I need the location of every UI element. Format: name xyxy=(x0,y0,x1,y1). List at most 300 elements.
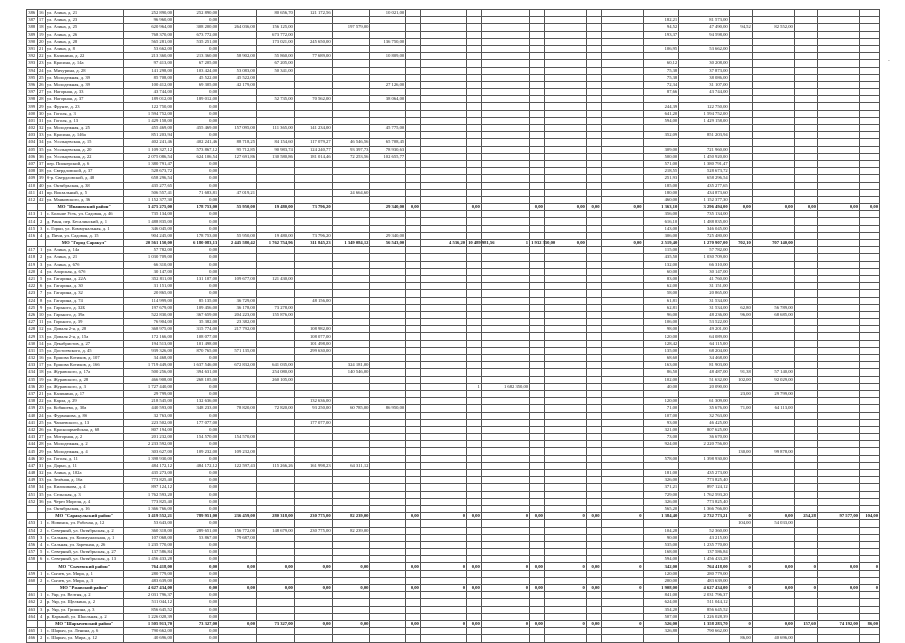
value-cell xyxy=(481,520,529,527)
value-cell xyxy=(481,24,529,31)
value-cell xyxy=(586,628,601,635)
value-cell: 53 643,00 xyxy=(123,520,173,527)
address-cell: с. Северный, ул. Октябрьская, д. 2 xyxy=(45,527,123,534)
value-cell xyxy=(601,570,643,577)
value-cell: 73,00 xyxy=(643,434,679,441)
value-cell xyxy=(729,347,752,354)
address-cell: ул. Красина, д. 146а xyxy=(45,132,123,139)
value-cell: 230 775,00 xyxy=(294,527,332,534)
value-cell xyxy=(794,175,817,182)
value-cell xyxy=(257,196,295,203)
value-cell xyxy=(257,541,295,548)
value-cell: 0 xyxy=(544,563,586,570)
value-cell xyxy=(794,31,817,38)
value-cell: 86,50 xyxy=(643,369,679,376)
value-cell xyxy=(817,311,859,318)
row-index: 15 xyxy=(38,347,44,353)
value-cell: 40 696,00 xyxy=(752,635,794,642)
value-cell xyxy=(481,541,529,548)
value-cell xyxy=(530,340,545,347)
value-cell: 101 498,00 xyxy=(294,340,332,347)
table-row xyxy=(27,470,880,477)
value-cell: 0,00 xyxy=(174,196,219,203)
table-row xyxy=(27,89,880,96)
value-cell xyxy=(752,455,794,462)
value-cell: 346 045,00 xyxy=(679,225,729,232)
value-cell xyxy=(729,290,752,297)
value-cell xyxy=(467,549,482,556)
value-cell xyxy=(729,125,752,132)
value-cell xyxy=(420,405,466,412)
value-cell: 213 360,00 xyxy=(123,53,173,60)
value-cell xyxy=(406,426,421,433)
value-cell xyxy=(530,182,545,189)
value-cell xyxy=(794,168,817,175)
value-cell xyxy=(729,10,752,17)
row-index: 36 xyxy=(38,153,44,159)
value-cell xyxy=(729,254,752,261)
address-cell: ул. Мичурина, д. 28 xyxy=(45,67,123,74)
value-cell: 117 079,27 xyxy=(294,139,332,146)
value-cell xyxy=(586,606,601,613)
value-cell xyxy=(332,89,370,96)
row-number: 391 xyxy=(28,46,36,52)
value-cell xyxy=(794,10,817,17)
value-cell: 2 031 796,37 xyxy=(679,592,729,599)
value-cell xyxy=(219,484,257,491)
value-cell: 178 753,00 xyxy=(174,232,219,239)
value-cell xyxy=(420,455,466,462)
value-cell xyxy=(544,577,586,584)
value-cell xyxy=(794,74,817,81)
value-cell: 94,52 xyxy=(729,24,752,31)
value-cell xyxy=(530,96,545,103)
value-cell xyxy=(420,10,466,17)
value-cell xyxy=(370,175,406,182)
value-cell xyxy=(729,103,752,110)
value-cell xyxy=(794,333,817,340)
value-cell: 99 878,00 xyxy=(752,448,794,455)
table-row xyxy=(27,297,880,304)
value-cell xyxy=(530,160,545,167)
address-cell: МО "Сычевский район" xyxy=(45,563,123,570)
row-number: 401 xyxy=(28,117,36,123)
value-cell: 0,00 xyxy=(174,103,219,110)
address-cell: б-р. Свердловской, д. 48 xyxy=(45,175,123,182)
value-cell xyxy=(586,340,601,347)
value-cell xyxy=(586,53,601,60)
value-cell xyxy=(859,441,879,448)
value-cell xyxy=(332,261,370,268)
value-cell xyxy=(794,24,817,31)
value-cell xyxy=(370,290,406,297)
value-cell xyxy=(370,326,406,333)
value-cell xyxy=(794,160,817,167)
value-cell: 29 340,00 xyxy=(370,204,406,211)
address-cell: с. Сальная, ул. Коммунальная, д. 1 xyxy=(45,534,123,541)
value-cell xyxy=(467,311,482,318)
value-cell xyxy=(257,570,295,577)
value-cell xyxy=(817,606,859,613)
value-cell xyxy=(481,628,529,635)
table-row xyxy=(27,534,880,541)
value-cell xyxy=(406,24,421,31)
value-cell: 53 083,00 xyxy=(219,67,257,74)
value-cell xyxy=(601,340,643,347)
value-cell xyxy=(406,347,421,354)
value-cell: 870 765,00 xyxy=(174,347,219,354)
value-cell xyxy=(859,297,879,304)
value-cell xyxy=(859,390,879,397)
value-cell xyxy=(817,139,859,146)
value-cell xyxy=(332,168,370,175)
value-cell xyxy=(817,592,859,599)
value-cell: 264 036,00 xyxy=(219,24,257,31)
value-cell xyxy=(601,132,643,139)
value-cell xyxy=(406,81,421,88)
address-cell: ул. Калинина, д. 22 xyxy=(45,53,123,60)
value-cell xyxy=(294,103,332,110)
row-index: 20 xyxy=(38,383,44,389)
table-row xyxy=(27,81,880,88)
value-cell: 0,00 xyxy=(174,570,219,577)
value-cell xyxy=(370,426,406,433)
value-cell: 356,00 xyxy=(643,211,679,218)
value-cell xyxy=(794,153,817,160)
value-cell: 0,00 xyxy=(817,204,859,211)
value-cell xyxy=(859,549,879,556)
value-cell: 483 639,00 xyxy=(123,577,173,584)
row-number: 399 xyxy=(28,103,36,109)
value-cell xyxy=(859,541,879,548)
value-cell xyxy=(481,189,529,196)
row-number: 412 xyxy=(28,196,36,202)
value-cell: 735 134,00 xyxy=(679,211,729,218)
table-row xyxy=(27,362,880,369)
value-cell: 109 232,00 xyxy=(174,448,219,455)
value-cell: 156 125,00 xyxy=(257,24,295,31)
value-cell: 193,37 xyxy=(643,31,679,38)
value-cell xyxy=(257,419,295,426)
row-number: 406 xyxy=(28,153,36,159)
value-cell xyxy=(257,448,295,455)
table-row xyxy=(27,283,880,290)
value-cell: 180,00 xyxy=(643,189,679,196)
value-cell xyxy=(294,132,332,139)
value-cell xyxy=(467,606,482,613)
value-cell xyxy=(794,606,817,613)
value-cell xyxy=(530,304,545,311)
value-cell xyxy=(729,340,752,347)
value-cell xyxy=(467,419,482,426)
value-cell: 71 683,81 xyxy=(174,189,219,196)
value-cell: 60,12 xyxy=(643,60,679,67)
value-cell xyxy=(530,599,545,606)
value-cell: 189 012,00 xyxy=(123,96,173,103)
value-cell xyxy=(467,326,482,333)
value-cell xyxy=(586,390,601,397)
row-number: 410 xyxy=(28,182,36,188)
value-cell xyxy=(601,326,643,333)
value-cell xyxy=(817,182,859,189)
row-number: 389 xyxy=(28,31,36,37)
address-cell: ул. Ершова Котиков, д. 166 xyxy=(45,362,123,369)
row-index: 1 xyxy=(37,592,45,599)
row-number: 436 xyxy=(28,383,36,389)
value-cell: 484 172,12 xyxy=(174,462,219,469)
value-cell: 841,00 xyxy=(643,592,679,599)
value-cell xyxy=(752,462,794,469)
value-cell: 507,00 xyxy=(643,613,679,620)
value-cell xyxy=(406,505,421,512)
value-cell xyxy=(530,31,545,38)
value-cell xyxy=(294,211,332,218)
value-cell xyxy=(530,448,545,455)
value-cell xyxy=(406,96,421,103)
value-cell: 56 543,00 xyxy=(370,240,406,247)
value-cell xyxy=(586,369,601,376)
row-index: 42 xyxy=(38,196,44,202)
value-cell xyxy=(370,189,406,196)
value-cell: 0,00 xyxy=(544,204,586,211)
value-cell xyxy=(817,570,859,577)
address-cell: ул. Зелёная, д. 16а xyxy=(45,477,123,484)
value-cell xyxy=(530,333,545,340)
value-cell: 0 xyxy=(544,585,586,592)
value-cell xyxy=(601,484,643,491)
value-cell xyxy=(544,290,586,297)
row-index: 3 xyxy=(37,225,45,232)
value-cell xyxy=(859,38,879,45)
value-cell xyxy=(859,455,879,462)
value-cell: 50 341,00 xyxy=(257,67,295,74)
value-cell: 41 760,00 xyxy=(679,275,729,282)
value-cell xyxy=(257,520,295,527)
value-cell xyxy=(530,268,545,275)
value-cell xyxy=(729,67,752,74)
row-number: 402 xyxy=(28,125,36,131)
value-cell xyxy=(859,153,879,160)
value-cell xyxy=(544,232,586,239)
value-cell xyxy=(817,45,859,52)
value-cell xyxy=(481,412,529,419)
value-cell xyxy=(601,505,643,512)
value-cell: 0,00 xyxy=(859,204,879,211)
value-cell: 0,00 xyxy=(467,563,482,570)
value-cell: 0,00 xyxy=(467,204,482,211)
value-cell: 64 089,00 xyxy=(679,333,729,340)
value-cell xyxy=(859,17,879,24)
row-number: 396 xyxy=(28,81,36,87)
value-cell xyxy=(601,196,643,203)
value-cell xyxy=(601,376,643,383)
value-cell xyxy=(370,527,406,534)
value-cell: 73 327,00 xyxy=(257,620,295,627)
value-cell xyxy=(544,160,586,167)
table-row xyxy=(27,405,880,412)
value-cell xyxy=(257,247,295,254)
value-cell xyxy=(467,153,482,160)
value-cell xyxy=(859,45,879,52)
value-cell xyxy=(859,520,879,527)
value-cell xyxy=(544,53,586,60)
table-row xyxy=(27,261,880,268)
value-cell xyxy=(370,520,406,527)
value-cell: 299 630,00 xyxy=(294,347,332,354)
address-cell: с. Уяр, ул. Велтня, д. 2 xyxy=(45,592,123,599)
value-cell xyxy=(794,326,817,333)
value-cell xyxy=(406,326,421,333)
row-number: 420 xyxy=(28,268,36,274)
value-cell xyxy=(729,362,752,369)
value-cell: 97 577,00 xyxy=(817,513,859,520)
value-cell xyxy=(467,218,482,225)
table-row xyxy=(27,31,880,38)
value-cell xyxy=(794,89,817,96)
value-cell xyxy=(420,60,466,67)
value-cell xyxy=(729,606,752,613)
value-cell: 10 809,00 xyxy=(370,53,406,60)
value-cell xyxy=(794,218,817,225)
value-cell xyxy=(406,412,421,419)
value-cell xyxy=(601,549,643,556)
value-cell xyxy=(752,254,794,261)
value-cell xyxy=(420,96,466,103)
value-cell xyxy=(467,103,482,110)
value-cell xyxy=(817,369,859,376)
value-cell: 254 080,00 xyxy=(257,369,295,376)
value-cell: 20 561 150,00 xyxy=(123,240,173,247)
value-cell: 108 077,00 xyxy=(294,333,332,340)
value-cell: 47 019,21 xyxy=(219,189,257,196)
row-index: 6 xyxy=(37,556,45,563)
value-cell: 360 318,00 xyxy=(123,527,173,534)
value-cell xyxy=(332,434,370,441)
value-cell: 0,00 xyxy=(174,110,219,117)
table-row xyxy=(27,455,880,462)
value-cell: 435 277,65 xyxy=(679,182,729,189)
value-cell xyxy=(481,232,529,239)
value-cell xyxy=(420,45,466,52)
value-cell xyxy=(481,67,529,74)
row-number: 459 xyxy=(28,570,36,576)
value-cell: 773 825,40 xyxy=(123,477,173,484)
value-cell: 52 735,00 xyxy=(257,96,295,103)
address-cell: ул. Карла, д. 29 xyxy=(45,398,123,405)
value-cell xyxy=(294,168,332,175)
value-cell: 103 424,00 xyxy=(174,67,219,74)
register-table xyxy=(26,9,880,643)
row-number: 386 xyxy=(28,10,36,16)
value-cell xyxy=(601,383,643,390)
table-row xyxy=(27,74,880,81)
value-cell xyxy=(406,398,421,405)
value-cell xyxy=(729,470,752,477)
value-cell xyxy=(406,491,421,498)
value-cell xyxy=(586,211,601,218)
value-cell xyxy=(406,175,421,182)
value-cell xyxy=(530,319,545,326)
value-cell xyxy=(586,17,601,24)
value-cell xyxy=(370,470,406,477)
row-number: 397 xyxy=(28,89,36,95)
value-cell xyxy=(729,38,752,45)
value-cell: 73 796,20 xyxy=(294,204,332,211)
value-cell: 0,00 xyxy=(294,585,332,592)
value-cell: 280 779,00 xyxy=(679,570,729,577)
row-index: 28 xyxy=(38,96,44,102)
value-cell: 35 382,00 xyxy=(174,319,219,326)
value-cell xyxy=(729,628,752,635)
value-cell: 104,28 xyxy=(643,527,679,534)
value-cell xyxy=(530,290,545,297)
value-cell: 102,00 xyxy=(643,376,679,383)
value-cell: 315 774,00 xyxy=(174,326,219,333)
value-cell xyxy=(370,283,406,290)
value-cell xyxy=(257,577,295,584)
value-cell xyxy=(219,541,257,548)
value-cell xyxy=(586,110,601,117)
value-cell xyxy=(601,426,643,433)
value-cell xyxy=(370,225,406,232)
value-cell: 0,00 xyxy=(174,211,219,218)
value-cell xyxy=(406,268,421,275)
value-cell: 0 xyxy=(859,563,879,570)
value-cell: 280 318,00 xyxy=(257,513,295,520)
value-cell xyxy=(794,376,817,383)
value-cell xyxy=(294,613,332,620)
value-cell xyxy=(601,599,643,606)
value-cell xyxy=(530,153,545,160)
value-cell: 526,00 xyxy=(643,620,679,627)
value-cell xyxy=(794,125,817,132)
value-cell xyxy=(467,520,482,527)
value-cell: 1 226 028,39 xyxy=(123,613,173,620)
value-cell: 62,80 xyxy=(729,304,752,311)
value-cell xyxy=(219,290,257,297)
value-cell: 326,00 xyxy=(643,477,679,484)
value-cell: 55 860,00 xyxy=(257,53,295,60)
value-cell: 455 469,00 xyxy=(174,125,219,132)
value-cell: 61 309,00 xyxy=(679,398,729,405)
value-cell xyxy=(481,218,529,225)
value-cell xyxy=(817,175,859,182)
value-cell xyxy=(752,17,794,24)
value-cell: 0,00 xyxy=(752,585,794,592)
value-cell xyxy=(794,232,817,239)
value-cell: 0,00 xyxy=(406,585,421,592)
value-cell xyxy=(859,67,879,74)
value-cell xyxy=(679,390,729,397)
value-cell xyxy=(219,613,257,620)
table-row xyxy=(27,153,880,160)
value-cell xyxy=(481,81,529,88)
value-cell xyxy=(586,462,601,469)
value-cell xyxy=(481,556,529,563)
value-cell xyxy=(530,426,545,433)
value-cell: 114 999,00 xyxy=(123,297,173,304)
value-cell: 0,00 xyxy=(219,620,257,627)
value-cell: 897 124,12 xyxy=(679,484,729,491)
value-cell xyxy=(859,240,879,247)
value-cell xyxy=(643,390,679,397)
value-cell xyxy=(332,355,370,362)
value-cell xyxy=(601,139,643,146)
row-number: 453 xyxy=(28,520,36,526)
value-cell xyxy=(817,247,859,254)
value-cell xyxy=(219,577,257,584)
value-cell xyxy=(544,247,586,254)
